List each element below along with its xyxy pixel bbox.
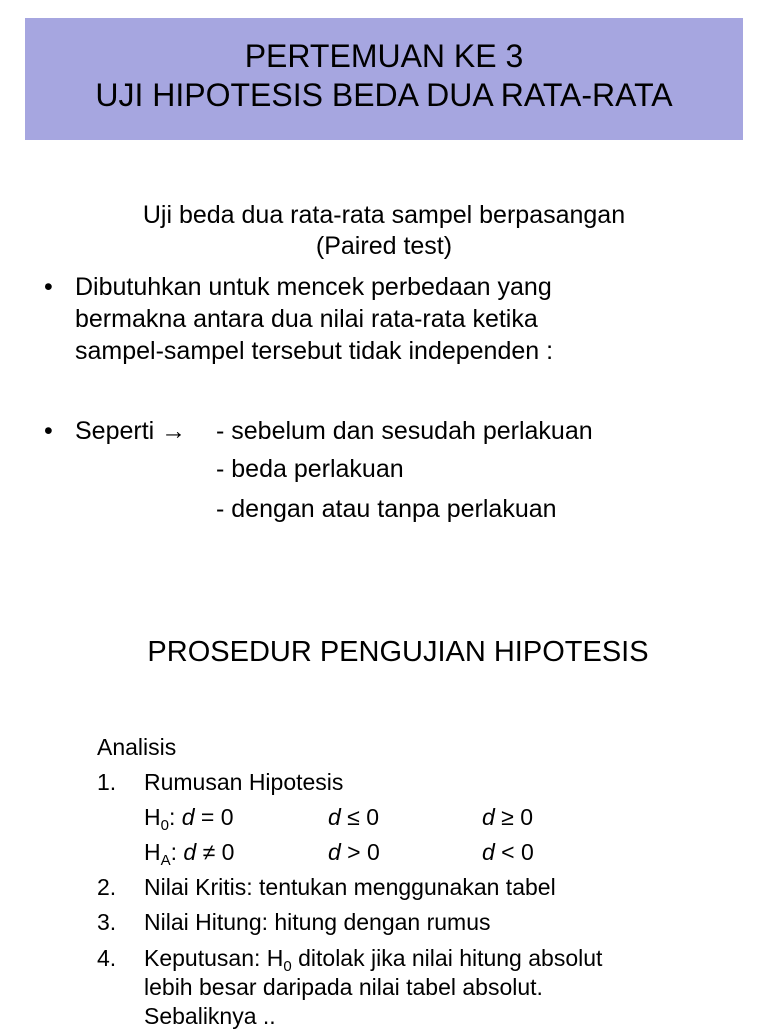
subtitle-line-1: Uji beda dua rata-rata sampel berpasangan bbox=[142, 201, 626, 229]
ha-colon: : bbox=[170, 839, 178, 865]
step-text: Rumusan Hipotesis bbox=[144, 769, 344, 795]
bullet-1-line-1: Dibutuhkan untuk mencek perbedaan yang bbox=[75, 273, 552, 301]
step-text bbox=[144, 944, 603, 975]
ha-alt-2-var: d bbox=[482, 839, 495, 865]
ha-expression bbox=[144, 838, 235, 869]
ha-alt-2-rest: < 0 bbox=[494, 839, 534, 865]
step-4-text-after: ditolak jika nilai hitung absolut bbox=[291, 945, 603, 971]
step-text: Nilai Hitung: hitung dengan rumus bbox=[144, 909, 491, 935]
bullet-2-item: - sebelum dan sesudah perlakuan bbox=[216, 417, 593, 445]
h0-rest: = 0 bbox=[194, 804, 234, 830]
h0-subscript: 0 bbox=[160, 817, 169, 834]
ha-alt-1-rest: > 0 bbox=[340, 839, 380, 865]
step-4-continuation: Sebaliknya .. bbox=[144, 1003, 276, 1029]
subtitle-line-2: (Paired test) bbox=[315, 232, 453, 260]
step-4-continuation: lebih besar daripada nilai tabel absolut. bbox=[144, 974, 543, 1000]
h0-alt-1 bbox=[328, 803, 379, 831]
h0-label: H bbox=[144, 804, 161, 830]
h0-var: d bbox=[181, 804, 195, 830]
h0-colon: : bbox=[168, 804, 176, 830]
ha-label: H bbox=[144, 839, 161, 865]
bullet-2-item: - beda perlakuan bbox=[216, 455, 404, 483]
h0-alt-2-var: d bbox=[482, 804, 495, 830]
arrow-right-icon: → bbox=[161, 417, 187, 445]
bullet-1-line-2: bermakna antara dua nilai rata-rata ketika bbox=[75, 305, 538, 333]
ha-alt-2 bbox=[482, 838, 534, 866]
h0-alt-1-rest: ≤ 0 bbox=[340, 804, 379, 830]
title-banner bbox=[25, 18, 743, 140]
ha-var: d bbox=[183, 839, 197, 865]
ha-alt-1-var: d bbox=[328, 839, 341, 865]
ha-subscript: A bbox=[160, 852, 171, 869]
ha-rest: ≠ 0 bbox=[196, 839, 235, 865]
step-number: 2. bbox=[97, 874, 117, 900]
step-4-subscript: 0 bbox=[283, 958, 292, 975]
analysis-label: Analisis bbox=[97, 734, 177, 760]
step-number: 1. bbox=[97, 769, 117, 795]
h0-alt-1-var: d bbox=[328, 804, 341, 830]
ha-alt-1 bbox=[328, 838, 380, 866]
h0-alt-2 bbox=[482, 803, 533, 831]
procedure-heading: PROSEDUR PENGUJIAN HIPOTESIS bbox=[147, 636, 649, 668]
bullet-2-item: - dengan atau tanpa perlakuan bbox=[216, 495, 557, 523]
step-4-text-before: Keputusan: H bbox=[144, 945, 284, 971]
bullet-mark: • bbox=[44, 417, 53, 445]
bullet-mark: • bbox=[44, 273, 53, 301]
h0-alt-2-rest: ≥ 0 bbox=[494, 804, 533, 830]
h0-expression bbox=[144, 803, 234, 834]
title-line-2: UJI HIPOTESIS BEDA DUA RATA-RATA bbox=[95, 77, 673, 113]
step-text: Nilai Kritis: tentukan menggunakan tabel bbox=[144, 874, 556, 900]
title-line-1: PERTEMUAN KE 3 bbox=[244, 38, 524, 74]
bullet-2-lead-text: Seperti bbox=[75, 417, 155, 445]
bullet-1-line-3: sampel-sampel tersebut tidak independen : bbox=[75, 337, 554, 365]
step-number: 4. bbox=[97, 945, 117, 971]
step-number: 3. bbox=[97, 909, 117, 935]
bullet-2-lead bbox=[75, 416, 186, 446]
